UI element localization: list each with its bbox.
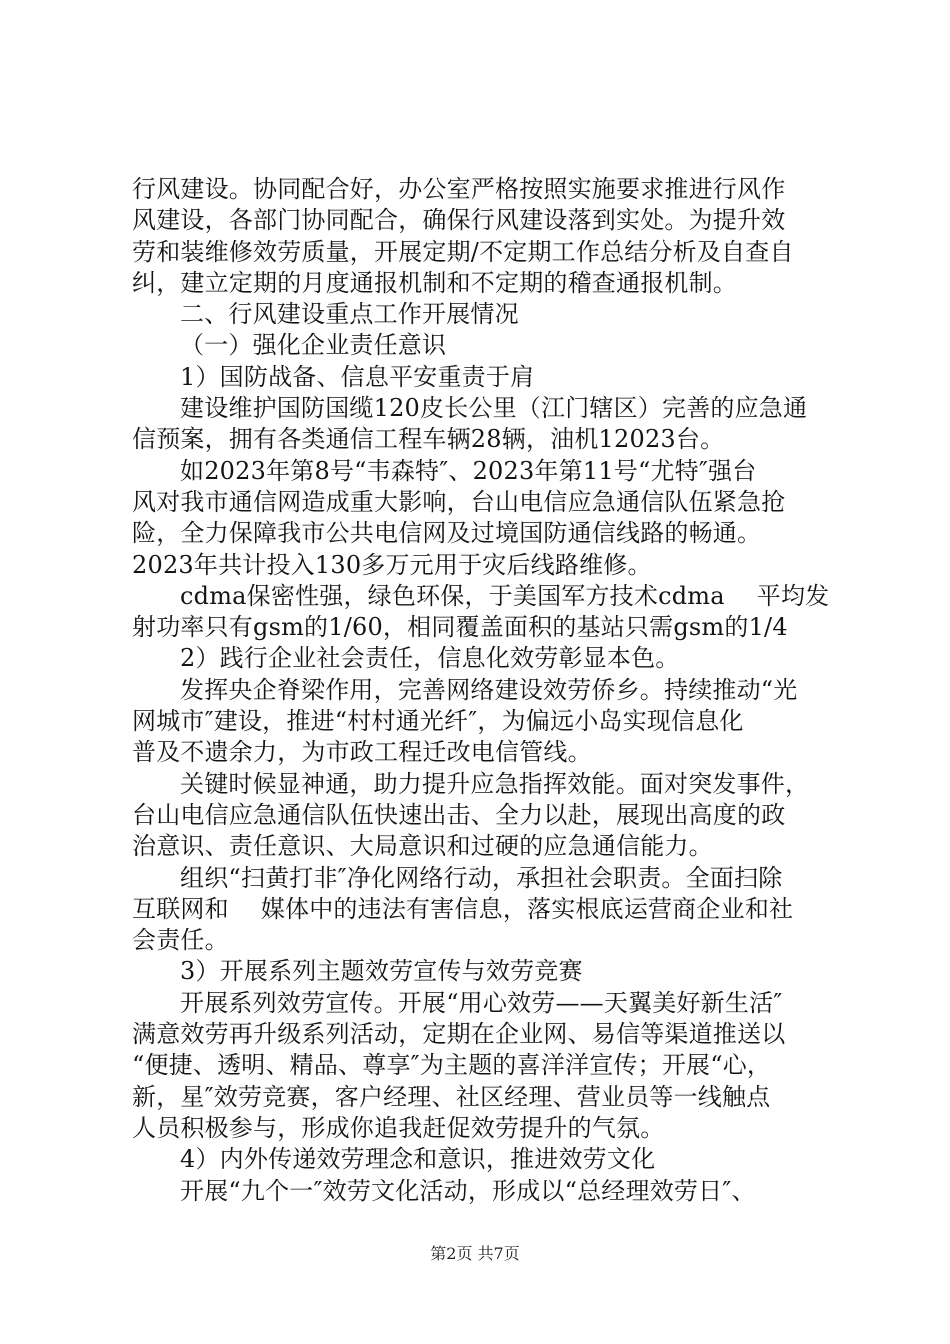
text-line: 风对我市通信网造成重大影响，台山电信应急通信队伍紧急抢 xyxy=(132,487,786,516)
text-line: 台山电信应急通信队伍快速出击、全力以赴，展现出高度的政 xyxy=(132,800,786,829)
text-line: 信预案，拥有各类通信工程车辆28辆，油机12023台。 xyxy=(132,425,725,454)
text-line: 如2023年第8号“韦森特″、2023年第11号“尤特″强台 xyxy=(180,456,757,485)
text-line: 1）国防战备、信息平安重责于肩 xyxy=(180,362,535,391)
text-line: 开展系列效劳宣传。开展“用心效劳——天翼美好新生活″ xyxy=(180,988,783,1017)
text-line: 发挥央企脊梁作用，完善网络建设效劳侨乡。持续推动“光 xyxy=(180,675,798,704)
text-line: 会责任。 xyxy=(132,926,229,955)
text-line: 关键时候显神通，助力提升应急指挥效能。面对突发事件， xyxy=(180,769,810,798)
text-line: 射功率只有gsm的1/60，相同覆盖面积的基站只需gsm的1/4 xyxy=(132,613,788,642)
text-line: 开展“九个一″效劳文化活动，形成以“总经理效劳日″、 xyxy=(180,1176,756,1205)
text-line: 组织“扫黄打非″净化网络行动，承担社会职责。全面扫除 xyxy=(180,863,783,892)
text-line: 治意识、责任意识、大局意识和过硬的应急通信能力。 xyxy=(132,832,713,861)
text-line: 2023年共计投入130多万元用于灾后线路维修。 xyxy=(132,550,652,579)
text-line: 劳和装维修效劳质量，开展定期/不定期工作总结分析及自查自 xyxy=(132,237,794,266)
text-line: 险，全力保障我市公共电信网及过境国防通信线路的畅通。 xyxy=(132,519,762,548)
text-line: 二、行风建设重点工作开展情况 xyxy=(180,300,519,329)
text-line: 行风建设。协同配合好，办公室严格按照实施要求推进行风作 xyxy=(132,175,786,203)
text-line: 新，星″效劳竞赛，客户经理、社区经理、营业员等一线触点 xyxy=(132,1082,771,1111)
text-line: 风建设，各部门协同配合，确保行风建设落到实处。为提升效 xyxy=(132,206,786,235)
text-line: “便捷、透明、精品、尊享″为主题的喜洋洋宣传；开展“心， xyxy=(132,1051,772,1080)
page-footer: 第2页 共7页 xyxy=(430,1244,520,1263)
text-line: 2）践行企业社会责任，信息化效劳彰显本色。 xyxy=(180,644,680,673)
text-line: 互联网和 媒体中的违法有害信息，落实根底运营商企业和社 xyxy=(132,894,794,923)
text-line: （一）强化企业责任意识 xyxy=(180,331,447,360)
text-line: 网城市″建设，推进“村村通光纤″，为偏远小岛实现信息化 xyxy=(132,707,744,736)
text-line: 普及不遗余力，为市政工程迁改电信管线。 xyxy=(132,738,592,767)
text-line: 3）开展系列主题效劳宣传与效劳竞赛 xyxy=(180,957,583,986)
text-line: 建设维护国防国缆120皮长公里（江门辖区）完善的应急通 xyxy=(180,394,808,423)
text-line: 纠，建立定期的月度通报机制和不定期的稽查通报机制。 xyxy=(132,268,737,297)
text-line: 人员积极参与，形成你追我赶促效劳提升的气氛。 xyxy=(132,1113,665,1142)
text-line: cdma保密性强，绿色环保，于美国军方技术cdma 平均发 xyxy=(180,581,830,610)
document-body xyxy=(132,174,832,1207)
text-line: 满意效劳再升级系列活动，定期在企业网、易信等渠道推送以 xyxy=(132,1020,786,1049)
text-line: 4）内外传递效劳理念和意识，推进效劳文化 xyxy=(180,1145,656,1174)
